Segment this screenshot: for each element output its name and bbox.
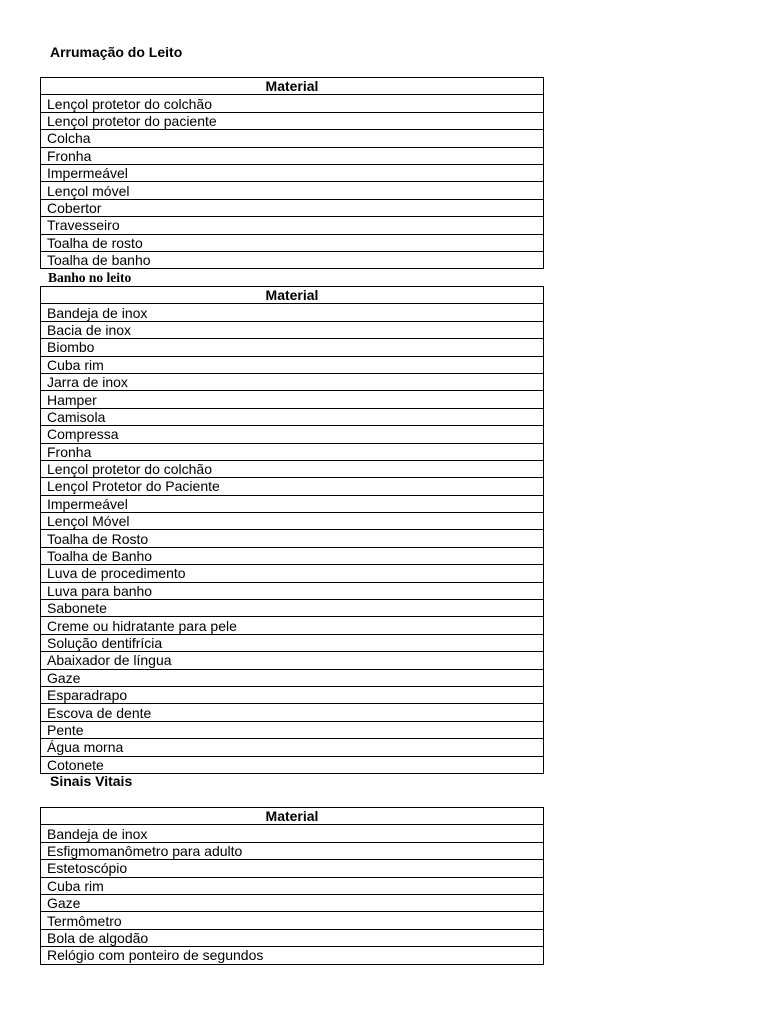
- table-row: [41, 634, 544, 651]
- material-item: Toalha de Rosto: [41, 530, 544, 547]
- table-row: [41, 669, 544, 686]
- table-row: [41, 478, 544, 495]
- material-item: Bandeja de inox: [41, 304, 544, 321]
- material-item: Bacia de inox: [41, 321, 544, 338]
- table-row: [41, 112, 544, 129]
- table-row: [41, 912, 544, 929]
- material-item: Gaze: [41, 669, 544, 686]
- table-row: [41, 947, 544, 964]
- table-row: [41, 929, 544, 946]
- table-row: [41, 199, 544, 216]
- material-item: Bandeja de inox: [41, 825, 544, 842]
- material-item: Lençol móvel: [41, 182, 544, 199]
- material-table-banho: [40, 286, 544, 774]
- table-row: [41, 617, 544, 634]
- material-item: Cobertor: [41, 199, 544, 216]
- material-item: Colcha: [41, 130, 544, 147]
- table-row: [41, 547, 544, 564]
- table-row: [41, 860, 544, 877]
- table-row: [41, 182, 544, 199]
- table-row: [41, 426, 544, 443]
- table-row: [41, 721, 544, 738]
- material-item: Sabonete: [41, 600, 544, 617]
- section-title-banho: Banho no leito: [48, 270, 132, 285]
- table-row: [41, 495, 544, 512]
- table-row: [41, 530, 544, 547]
- section-title-arrumacao: Arrumação do Leito: [50, 44, 183, 60]
- material-item: Lençol protetor do paciente: [41, 112, 544, 129]
- material-item: Esfigmomanômetro para adulto: [41, 842, 544, 859]
- material-item: Cuba rim: [41, 356, 544, 373]
- table-row: [41, 321, 544, 338]
- table-row: [41, 686, 544, 703]
- material-item: Cotonete: [41, 756, 544, 773]
- table-row: [41, 130, 544, 147]
- table-row: [41, 304, 544, 321]
- table-row: [41, 234, 544, 251]
- table-row: [41, 147, 544, 164]
- table-row: [41, 582, 544, 599]
- material-item: Compressa: [41, 426, 544, 443]
- table-row: [41, 739, 544, 756]
- material-item: Travesseiro: [41, 217, 544, 234]
- material-item: Bola de algodão: [41, 929, 544, 946]
- table-row: [41, 164, 544, 181]
- material-item: Impermeável: [41, 495, 544, 512]
- material-item: Termômetro: [41, 912, 544, 929]
- material-item: Toalha de Banho: [41, 547, 544, 564]
- table-row: [41, 408, 544, 425]
- table-row: [41, 251, 544, 268]
- table-header-material: Material: [41, 808, 544, 825]
- table-row: [41, 565, 544, 582]
- material-item: Lençol Protetor do Paciente: [41, 478, 544, 495]
- material-table-arrumacao: [40, 77, 544, 269]
- material-item: Cuba rim: [41, 877, 544, 894]
- material-item: Gaze: [41, 894, 544, 911]
- material-item: Camisola: [41, 408, 544, 425]
- material-item: Luva para banho: [41, 582, 544, 599]
- material-item: Relógio com ponteiro de segundos: [41, 947, 544, 964]
- material-table-sinais-vitais: [40, 807, 544, 965]
- material-item: Esparadrapo: [41, 686, 544, 703]
- material-item: Jarra de inox: [41, 373, 544, 390]
- material-item: Toalha de rosto: [41, 234, 544, 251]
- table-row: [41, 391, 544, 408]
- table-row: [41, 95, 544, 112]
- table-row: [41, 460, 544, 477]
- table-row: [41, 513, 544, 530]
- material-item: Escova de dente: [41, 704, 544, 721]
- table-row: [41, 600, 544, 617]
- material-item: Creme ou hidratante para pele: [41, 617, 544, 634]
- material-item: Solução dentifrícia: [41, 634, 544, 651]
- table-row: [41, 339, 544, 356]
- table-header-material: Material: [41, 287, 544, 304]
- table-row: [41, 704, 544, 721]
- table-row: [41, 652, 544, 669]
- table-row: [41, 756, 544, 773]
- material-item: Fronha: [41, 147, 544, 164]
- table-header-material: Material: [41, 78, 544, 95]
- material-item: Fronha: [41, 443, 544, 460]
- material-item: Estetoscópio: [41, 860, 544, 877]
- table-row: [41, 825, 544, 842]
- section-title-sinais-vitais: Sinais Vitais: [50, 773, 133, 789]
- material-item: Impermeável: [41, 164, 544, 181]
- table-row: [41, 373, 544, 390]
- material-item: Lençol Móvel: [41, 513, 544, 530]
- material-item: Hamper: [41, 391, 544, 408]
- material-item: Luva de procedimento: [41, 565, 544, 582]
- table-row: [41, 356, 544, 373]
- material-item: Toalha de banho: [41, 251, 544, 268]
- table-row: [41, 894, 544, 911]
- material-item: Água morna: [41, 739, 544, 756]
- table-row: [41, 842, 544, 859]
- table-row: [41, 877, 544, 894]
- material-item: Biombo: [41, 339, 544, 356]
- material-item: Abaixador de língua: [41, 652, 544, 669]
- material-item: Lençol protetor do colchão: [41, 95, 544, 112]
- material-item: Lençol protetor do colchão: [41, 460, 544, 477]
- table-row: [41, 443, 544, 460]
- material-item: Pente: [41, 721, 544, 738]
- table-row: [41, 217, 544, 234]
